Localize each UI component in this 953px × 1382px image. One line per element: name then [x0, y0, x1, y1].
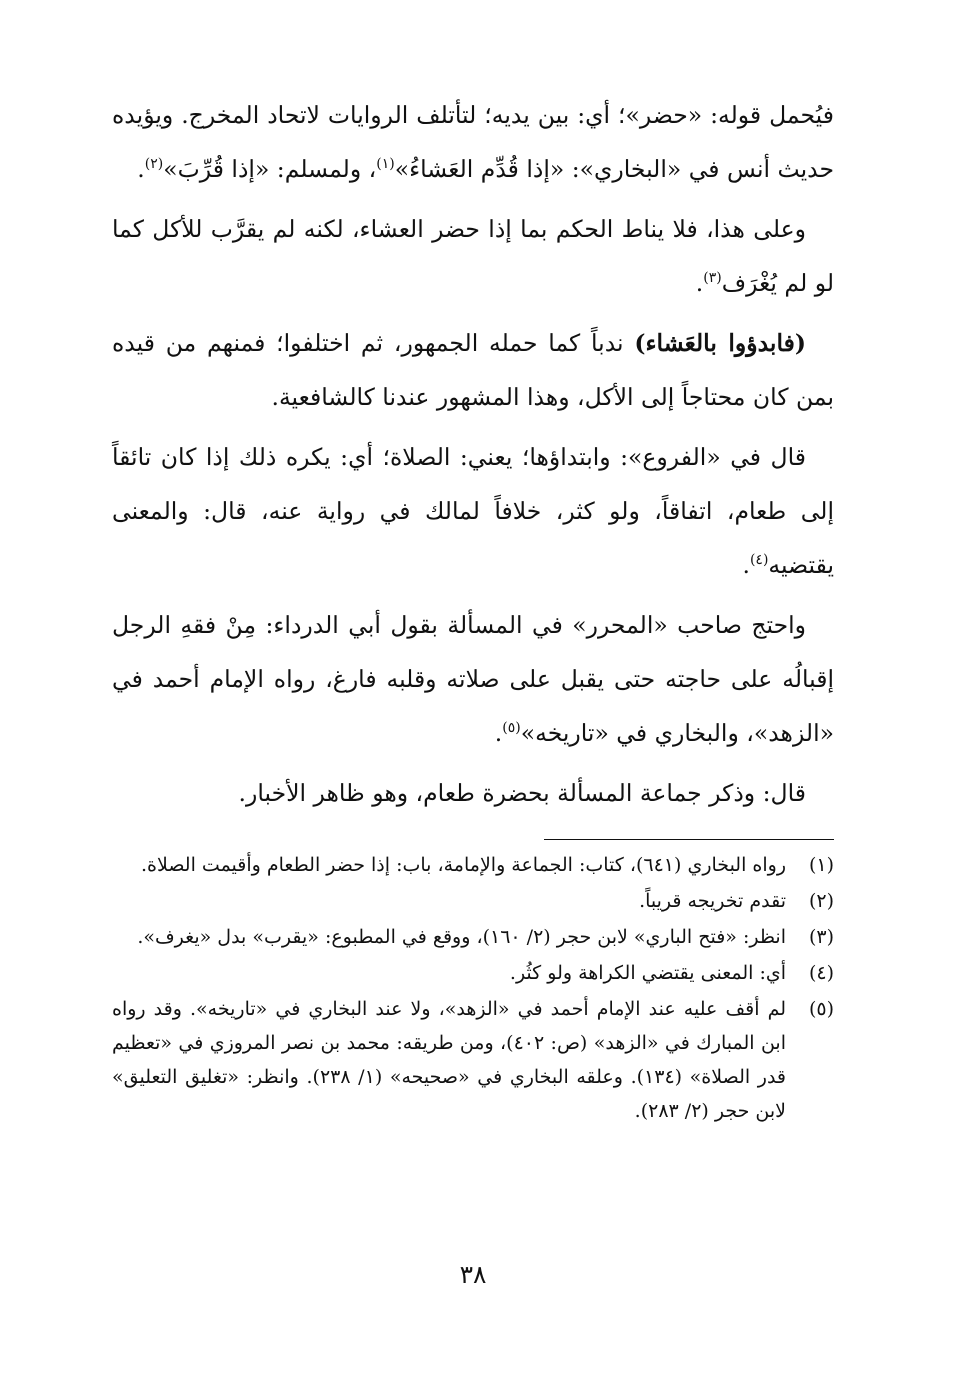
- hadith-quote: (فابدؤوا بالعَشاء): [634, 329, 806, 357]
- paragraph-1: [112, 88, 834, 196]
- paragraph-3-text: وعلى هذا، فلا يناط الحكم بما إذا حضر العشاء، لكنه لم يقرَّب للأكل كما لو لم يُغْرَف: [112, 215, 834, 297]
- paragraph-3: [112, 202, 834, 310]
- footnote-ref-2[interactable]: (٢): [144, 156, 164, 173]
- footnote-number: (٣): [808, 926, 834, 948]
- document-page: [112, 88, 834, 1348]
- footnote-number: (١): [808, 854, 834, 876]
- footnote-separator: [544, 839, 834, 840]
- footnote-ref-1[interactable]: (١): [376, 156, 395, 173]
- paragraph-5: [112, 430, 834, 592]
- paragraph-2-mid: ، ولمسلم: «إذا قُرِّبَ»: [163, 155, 377, 183]
- footnote-4: [112, 956, 834, 990]
- paragraph-6: [112, 598, 834, 760]
- footnote-number: (٢): [808, 890, 834, 912]
- paragraph-6-end: .: [494, 719, 503, 747]
- paragraph-5-end: .: [742, 551, 750, 579]
- paragraph-7: [112, 766, 834, 820]
- paragraph-4-text: ندباً كما حمله الجمهور، ثم اختلفوا؛ فمنهم من قيده بمن كان محتاجاً إلى الأكل، وهذا المشهور عندنا كالشافعية.: [112, 329, 834, 411]
- paragraph-1-text: فيُحمل قوله: «حضر»؛ أي: بين يديه؛ لتأتلف الروايات لاتحاد المخرج.: [181, 101, 834, 129]
- paragraph-6-text: واحتج صاحب «المحرر» في المسألة بقول أبي الدرداء: مِنْ فقهِ الرجل إقبالُه على حاجته حتى يقبل على صلاته وقلبه فارغ، رواه الإمام أحمد في «الزهد»، والبخاري في «تاريخه»: [112, 611, 834, 747]
- footnote-5: [112, 992, 834, 1128]
- paragraph-3-end: .: [695, 269, 704, 297]
- paragraph-7-text: قال: وذكر جماعة المسألة بحضرة طعام، وهو ظاهر الأخبار.: [238, 779, 806, 807]
- footnotes: [112, 848, 834, 1130]
- footnote-1: [112, 848, 834, 882]
- footnote-2: [112, 884, 834, 918]
- footnote-text: أي: المعنى يقتضي الكراهة ولو كثُر.: [509, 962, 786, 984]
- footnote-number: (٤): [808, 962, 834, 984]
- footnote-number: (٥): [808, 998, 834, 1020]
- page-number: ٣٨: [459, 1260, 487, 1289]
- footnote-ref-4[interactable]: (٤): [749, 552, 769, 569]
- footnote-text: رواه البخاري (٦٤١)، كتاب: الجماعة والإمامة، باب: إذا حضر الطعام وأقيمت الصلاة.: [141, 854, 786, 876]
- paragraph-5-text: قال في «الفروع»: وابتداؤها؛ يعني: الصلاة؛ أي: يكره ذلك إذا كان تائقاً إلى طعام، اتفاقاً، ولو كثر، خلافاً لمالك في رواية عنه، قال: والمعنى يقتضيه: [112, 443, 834, 579]
- paragraph-2-end: .: [137, 155, 145, 183]
- footnote-3: [112, 920, 834, 954]
- paragraph-4: [112, 316, 834, 424]
- paragraph-2-start: ويؤيده حديث أنس في «البخاري»: «إذا قُدِّم العَشاءُ»: [112, 101, 834, 183]
- footnote-text: تقدم تخريجه قريباً.: [639, 890, 786, 912]
- footnote-ref-5[interactable]: (٥): [502, 720, 521, 737]
- footnote-text: لم أقف عليه عند الإمام أحمد في «الزهد»، ولا عند البخاري في «تاريخه». وقد رواه ابن المبارك في «الزهد» (ص: ٤٠٢)، ومن طريقه: محمد بن نصر المروزي في «تعظيم قدر الصلاة» (١٣٤). وعلقه البخاري في «صحيحه» (١/ ٢٣٨). وانظر: «تغليق التعليق» لابن حجر (٢/ ٢٨٣).: [112, 998, 786, 1122]
- footnote-ref-3[interactable]: (٣): [703, 270, 722, 287]
- footnote-text: انظر: «فتح الباري» لابن حجر (٢/ ١٦٠)، ووقع في المطبوع: «يقرب» بدل «يغرف».: [137, 926, 786, 948]
